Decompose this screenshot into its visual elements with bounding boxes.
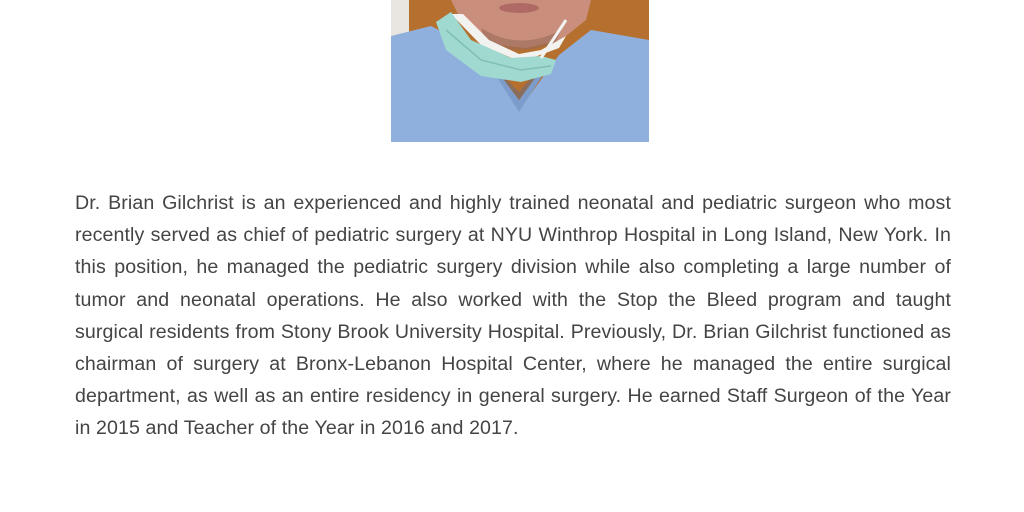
doctor-bio-paragraph: Dr. Brian Gilchrist is an experienced and highly trained neonatal and pediatric surgeon who most recently served as chief of pediatric surgery at NYU Winthrop Hospital in Long Island, New York. In this position, he managed the pediatric surgery division while also completing a large number of tumor and neonatal operations. He also worked with the Stop the Bleed program and taught surgical residents from Stony Brook University Hospital. Previously, Dr. Brian Gilchrist functioned as chairman of surgery at Bronx-Lebanon Hospital Center, where he managed the entire surgical department, as well as an entire residency in general surgery. He earned Staff Surgeon of the Year in 2015 and Teacher of the Year in 2016 and 2017. (75, 192, 951, 440)
doctor-portrait-image (391, 0, 649, 142)
portrait-photo-icon (391, 0, 649, 142)
